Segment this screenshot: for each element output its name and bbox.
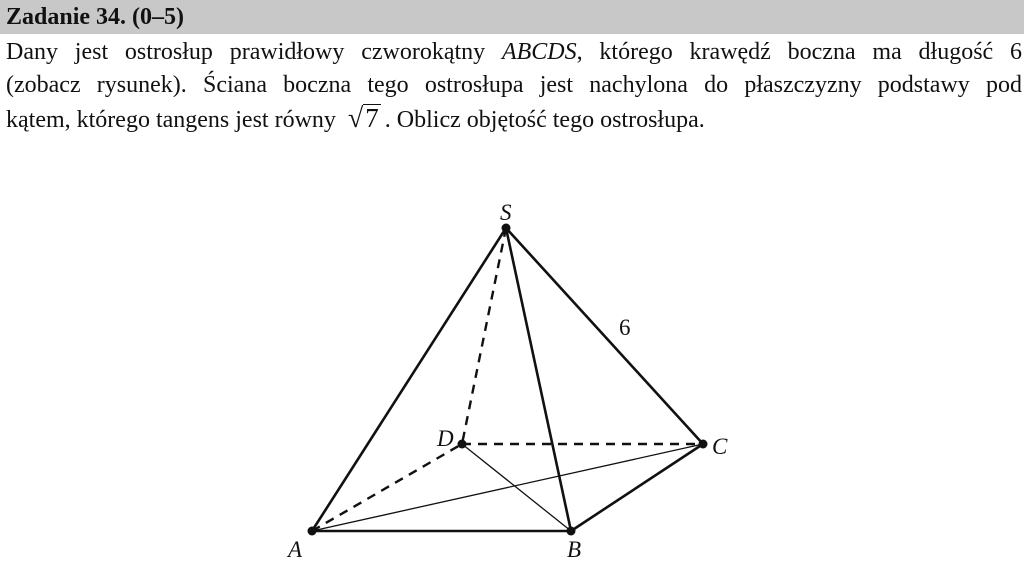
vertex-A	[308, 527, 317, 536]
edge-SA	[312, 228, 506, 531]
label-S: S	[500, 200, 512, 225]
problem-line-1-after: , którego krawędź boczna ma długość 6	[576, 39, 1022, 65]
edge-BC	[571, 444, 703, 531]
label-B: B	[567, 537, 582, 562]
radical-sign: √	[347, 103, 364, 134]
vertex-B	[567, 527, 576, 536]
sqrt-expression	[348, 102, 381, 135]
task-header-bar	[0, 0, 1024, 34]
pyramid-figure	[0, 180, 1024, 575]
label-edge-SC-length: 6	[619, 315, 631, 340]
vertex-C	[699, 440, 708, 449]
problem-line-3-after: . Oblicz objętość tego ostrosłupa.	[384, 107, 705, 133]
sqrt-radicand: 7	[365, 103, 379, 133]
problem-line-1-before: Dany jest ostrosłup prawidłowy czworokątny	[6, 39, 502, 65]
edge-SC	[506, 228, 703, 444]
diagonal-AC	[312, 444, 703, 531]
problem-line-3-before: kątem, którego tangens jest równy	[6, 107, 342, 133]
vertex-D	[458, 440, 467, 449]
pyramid-name: ABCDS	[501, 39, 577, 65]
label-C: C	[712, 434, 728, 459]
label-D: D	[437, 426, 454, 451]
problem-line-3	[6, 102, 1022, 137]
problem-statement	[6, 36, 1022, 137]
task-title: Zadanie 34. (0–5)	[6, 4, 185, 30]
problem-line-2: (zobacz rysunek). Ściana boczna tego ostrosłupa jest nachylona do płaszczyzny podstawy pod	[6, 72, 1022, 98]
edge-AD-hidden	[312, 444, 462, 531]
label-A: A	[288, 537, 303, 562]
problem-line-1	[6, 36, 1022, 69]
